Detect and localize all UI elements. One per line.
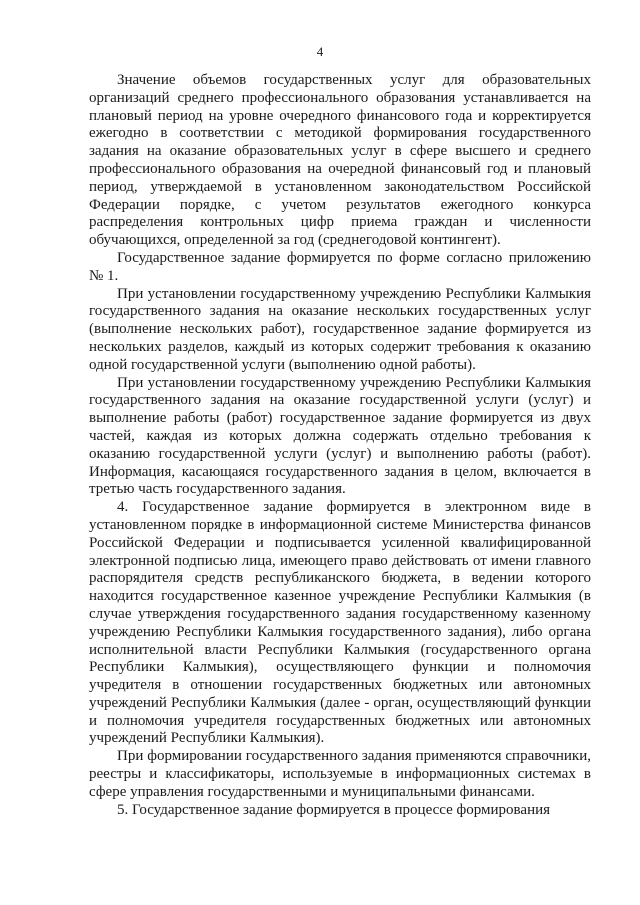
paragraph-multiple-services: При установлении государственному учреждению Республики Калмыкия государственного задания на оказание нескольких государственных услуг (выполнение нескольких работ), государственное задание формируется из нескольких разделов, каждый из которых содержит требования к оказанию одной государственной услуги (выполнению одной работы). [89, 285, 591, 373]
paragraph-item-4: 4. Государственное задание формируется в электронном виде в установленном порядке в информационной системе Министерства финансов Российской Федерации и подписывается усиленной квалифицированной электронной подписью лица, имеющего право действовать от имени главного распорядителя средств республиканского бюджета, в ведении которого находится государственное казенное учреждение Республики Калмыкия (в случае утверждения государственного задания государственному казенному учреждению Республики Калмыкия государственного задания), либо органа исполнительной власти Республики Калмыкия (государственного органа Республики Калмыкия), осуществляющего функции и полномочия учредителя в отношении государственных бюджетных или автономных учреждений Республики Калмыкия (далее - орган, осуществляющий функции и полномочия учредителя государственных бюджетных или автономных учреждений Республики Калмыкия). [89, 499, 591, 747]
paragraph-item-5: 5. Государственное задание формируется в процессе формирования [117, 801, 551, 818]
paragraph-volume-values: Значение объемов государственных услуг для образовательных организаций среднего профессионального образования устанавливается на плановый период на уровне очередного финансового года и корректируется ежегодно в соответствии с методикой формирования государственного задания на оказание образовательных услуг в сфере высшего и среднего профессионального образования на очередной финансовый год и плановый период, утверждаемой в установленном законодательством Российской Федерации порядке, с учетом результатов ежегодного конкурса распределения контрольных цифр приема граждан и численности обучающихся, определенной за год (среднегодовой контингент). [89, 72, 591, 249]
paragraph-form-appendix: Государственное задание формируется по форме согласно приложению № 1. [89, 249, 591, 284]
page-number: 4 [316, 44, 324, 59]
paragraph-services-and-works: При установлении государственному учреждению Республики Калмыкия государственного задания на оказание государственной услуги (услуг) и выполнение работы (работ) государственное задание формируется из двух частей, каждая из которых должна содержать отдельно требования к оказанию государственной услуги (услуг) и выполнению работы (работ). Информация, касающаяся государственного задания в целом, включается в третью часть государственного задания. [89, 374, 591, 498]
paragraph-reference-books: При формировании государственного задания применяются справочники, реестры и классификаторы, используемые в информационных системах в сфере управления государственными и муниципальными финансами. [89, 748, 591, 800]
document-body [89, 72, 591, 819]
